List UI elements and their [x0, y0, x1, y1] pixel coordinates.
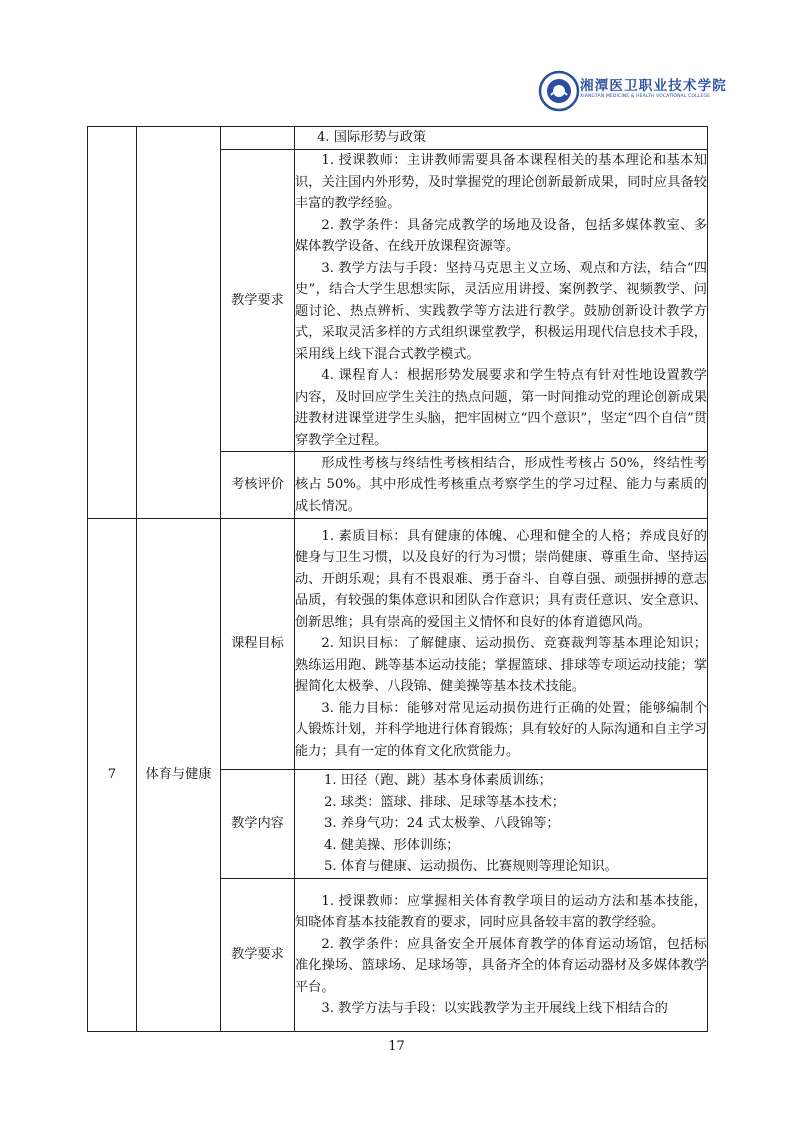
paragraph: 3. 能力目标：能够对常见运动损伤进行正确的处置；能够编制个人锻炼计划，并科学地进行体育锻炼；具有较好的人际沟通和自主学习能力；具有一定的体育文化欣赏能力。: [295, 700, 707, 759]
category-label: 课程目标: [221, 519, 295, 770]
content-cell: [295, 879, 708, 1032]
content-cell: [295, 519, 708, 770]
category-label: 教学要求: [221, 879, 295, 1032]
course-number: 7: [88, 519, 137, 1032]
content-cell: [295, 150, 708, 452]
course-number-cell: [88, 127, 137, 519]
paragraph: 1. 授课教师：应掌握相关体育教学项目的运动方法和基本技能，知晓体育基本技能教育的要求，同时应具备较丰富的教学经验。: [295, 893, 707, 930]
paragraph: 4. 课程育人：根据形势发展要求和学生特点有针对性地设置教学内容，及时回应学生关注的热点问题，第一时间推动党的理论创新成果进教材进课堂进学生头脑，把牢固树立“四个意识”，坚定“四个自信”贯穿教学全过程。: [295, 368, 707, 448]
paragraph: 2. 教学条件：应具备安全开展体育教学的体育运动场馆，包括标准化操场、篮球场、足球场等，具备齐全的体育运动器材及多媒体教学平台。: [295, 936, 707, 995]
course-name-cell: [137, 127, 221, 519]
list-item: 1. 田径（跑、跳）基本身体素质训练；: [324, 773, 552, 789]
list-item: 5. 体育与健康、运动损伤、比赛规则等理论知识。: [324, 859, 618, 875]
list-item: 4. 健美操、形体训练；: [324, 837, 460, 853]
paragraph: 2. 知识目标：了解健康、运动损伤、竞赛裁判等基本理论知识；熟练运用跑、跳等基本运动技能；掌握篮球、排球等专项运动技能；掌握简化太极拳、八段锦、健美操等基本技术技能。: [295, 636, 707, 695]
logo-name: 湘潭医卫职业技术学院: [580, 78, 727, 94]
category-label: 教学要求: [221, 150, 295, 452]
table-row: [88, 127, 708, 150]
paragraph: 形成性考核与终结性考核相结合，形成性考核占 50%，终结性考核占 50%。其中形成性考核重点考察学生的学习过程、能力与素质的成长情况。: [295, 455, 707, 514]
category-label: 教学内容: [221, 770, 295, 879]
list-item: 4. 国际形势与政策: [317, 130, 427, 146]
paragraph: 3. 教学方法与手段：以实践教学为主开展线上线下相结合的: [321, 1001, 668, 1016]
table-row: [88, 519, 708, 770]
paragraph: 1. 素质目标：具有健康的体魄、心理和健全的人格；养成良好的健身与卫生习惯，以及良好的行为习惯；崇尚健康、尊重生命、坚持运动、开朗乐观；具有不畏艰难、勇于奋斗、自尊自强、顽强拼搏的意志品质，有较强的集体意识和团队合作意识；具有责任意识、安全意识、创新思维；具有崇高的爱国主义情怀和良好的体育道德风尚。: [295, 528, 707, 630]
list-item: 2. 球类：篮球、排球、足球等基本技术；: [324, 794, 565, 810]
paragraph: 3. 教学方法与手段：坚持马克思主义立场、观点和方法，结合“四史”，结合大学生思想实际，灵活应用讲授、案例教学、视频教学、问题讨论、热点辨析、实践教学等方法进行教学。鼓励创新设计教学方式，采取灵活多样的方式组织课堂教学，积极运用现代信息技术手段，采用线上线下混合式教学模式。: [295, 260, 707, 362]
page-number: 17: [388, 1039, 405, 1054]
paragraph: 1. 授课教师：主讲教师需要具备本课程相关的基本理论和基本知识，关注国内外形势，及时掌握党的理论创新最新成果，同时应具备较丰富的教学经验。: [295, 153, 707, 211]
content-cell: [295, 770, 708, 879]
content-cell: [295, 452, 708, 519]
category-cell: [221, 127, 295, 150]
course-name: 体育与健康: [137, 519, 221, 1032]
content-cell: [295, 127, 708, 150]
logo-english-name: XIANGTAN MEDICINE & HEALTH VOCATIONAL COLLEGE: [580, 94, 711, 99]
category-label: 考核评价: [221, 452, 295, 519]
list-item: 3. 养身气功：24 式太极拳、八段锦等；: [324, 816, 560, 832]
paragraph: 2. 教学条件：具备完成教学的场地及设备，包括多媒体教室、多媒体教学设备、在线开放课程资源等。: [295, 217, 707, 254]
curriculum-table: [87, 126, 708, 1032]
